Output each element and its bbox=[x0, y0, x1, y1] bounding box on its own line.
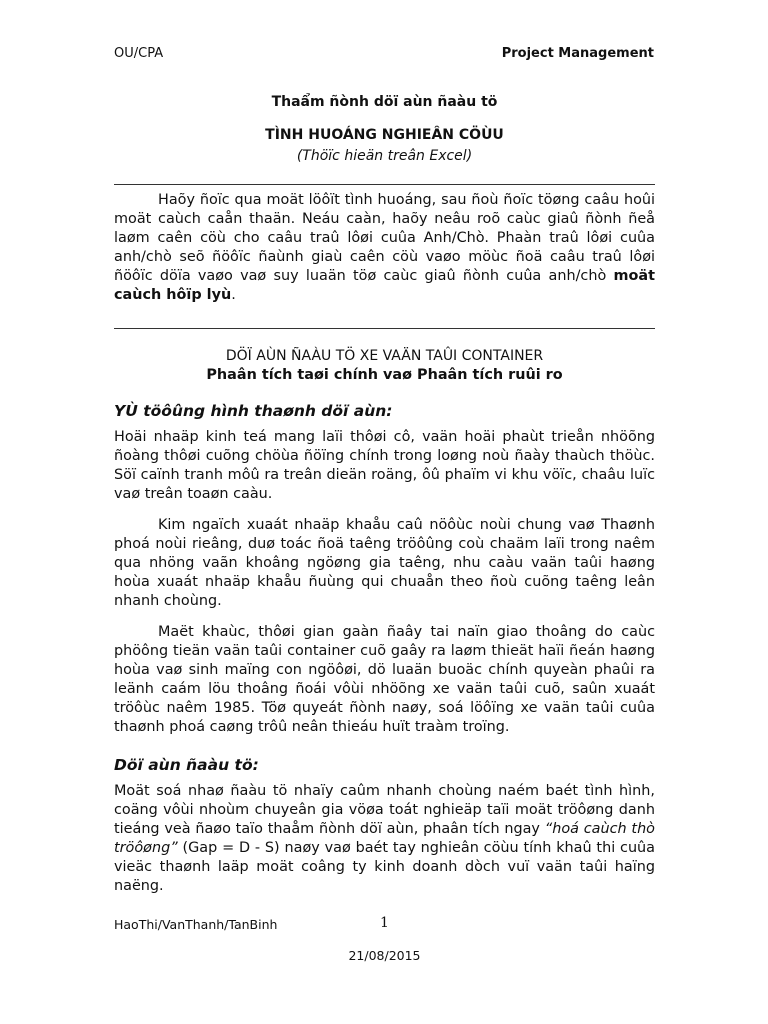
page-number: 1 bbox=[380, 915, 389, 931]
para4-text-a: Moät soá nhaø ñaàu tö nhaïy caûm nhanh choùng naém baét tình hình, coäng vôùi nhoùm chuyeân gia vöøa toát nghieäp taïi moät tröôøng danh tieáng veà ñaøo taïo thaåm ñònh döï aùn, phaân tích ngay bbox=[114, 783, 655, 837]
paragraph-4 bbox=[114, 782, 655, 896]
heading-idea: YÙ töôûng hình thaønh döï aùn: bbox=[114, 402, 393, 420]
section-subtitle: Phaân tích taøi chính vaø Phaân tích ruûi ro bbox=[206, 367, 563, 383]
intro-bold: moät caùch hôïp lyù bbox=[114, 268, 655, 303]
intro-text: Haõy ñoïc qua moät löôït tình huoáng, sau ñoù ñoïc töøng caâu hoûi moät caùch caån thaän. Neáu caàn, haõy neâu roõ caùc giaû ñònh ñeå laøm caên cöù cho caâu traû lôøi cuûa Anh/Chò. Phaàn traû lôøi cuûa anh/chò seõ ñöôïc ñaùnh giaù caên cöù vaøo möùc ñoä caâu traû lôøi ñöôïc döïa vaøo vaø suy luaän töø caùc giaû ñònh cuûa anh/chò bbox=[114, 192, 655, 284]
header-org: OU/CPA bbox=[114, 46, 164, 61]
header-course: Project Management bbox=[501, 46, 654, 61]
intro-end: . bbox=[231, 287, 236, 303]
doc-note: (Thöïc hieän treân Excel) bbox=[296, 148, 473, 164]
divider-top bbox=[114, 184, 655, 185]
intro-paragraph bbox=[114, 191, 655, 305]
paragraph-2: Kim ngaïch xuaát nhaäp khaåu caû nöôùc noùi chung vaø Thaønh phoá noùi rieâng, duø toác ñoä taêng tröôûng coù chaäm laïi trong naêm qua nhöng vaãn khoâng ngöøng gia taêng, nhu caàu vaän taûi haøng hoùa xuaát nhaäp khaåu ñuùng qui chuaån theo ñoù cuõng taêng leân nhanh choùng. bbox=[114, 517, 655, 609]
paragraph-3: Maët khaùc, thôøi gian gaàn ñaây tai naïn giao thoâng do caùc phöông tieän vaän taûi container cuõ gaây ra laøm thieät haïi ñeán haøng hoùa vaø sinh maïng con ngöôøi, dö luaän buoäc chính quyeàn phaûi ra leänh caám löu thoâng ñoái vôùi nhöõng xe vaän taûi cuõ, saûn xuaát tröôùc naêm 1985. Töø quyeát ñònh naøy, soá löôïng xe vaän taûi cuûa thaønh phoá caøng trôû neân thieáu huït traàm troïng. bbox=[114, 624, 655, 735]
para4-italic: “hoá caùch thò tröôøng” bbox=[114, 821, 655, 856]
paragraph-1: Hoäi nhaäp kinh teá mang laïi thôøi cô, vaän hoäi phaùt trieån nhöõng ñoàng thôøi cuõng chöùa ñöïng chính trong loøng noù ñaày thaùch thöùc. Söï caïnh tranh môû ra treân dieän roäng, ôû phaïm vi khu vöïc, chaâu luïc vaø treân toaøn caàu. bbox=[114, 429, 655, 502]
doc-subtitle: TÌNH HUOÁNG NGHIEÂN CÖÙU bbox=[265, 127, 504, 143]
footer-date: 21/08/2015 bbox=[348, 948, 421, 963]
section-title: DÖÏ AÙN ÑAÀU TÖ XE VAÄN TAÛI CONTAINER bbox=[225, 348, 544, 364]
doc-title: Thaẩm ñònh döï aùn ñaàu tö bbox=[271, 94, 498, 110]
para4-text-b: (Gap = D - S) naøy vaø baét tay nghieân cöùu tính khaû thi cuûa vieäc thaønh laäp moät coâng ty kinh doanh dòch vuï vaän taûi haïng naëng. bbox=[114, 840, 655, 894]
divider-bottom bbox=[114, 328, 655, 329]
heading-project: Döï aùn ñaàu tö: bbox=[114, 756, 259, 774]
footer-authors: HaoThi/VanThanh/TanBinh bbox=[114, 917, 278, 932]
